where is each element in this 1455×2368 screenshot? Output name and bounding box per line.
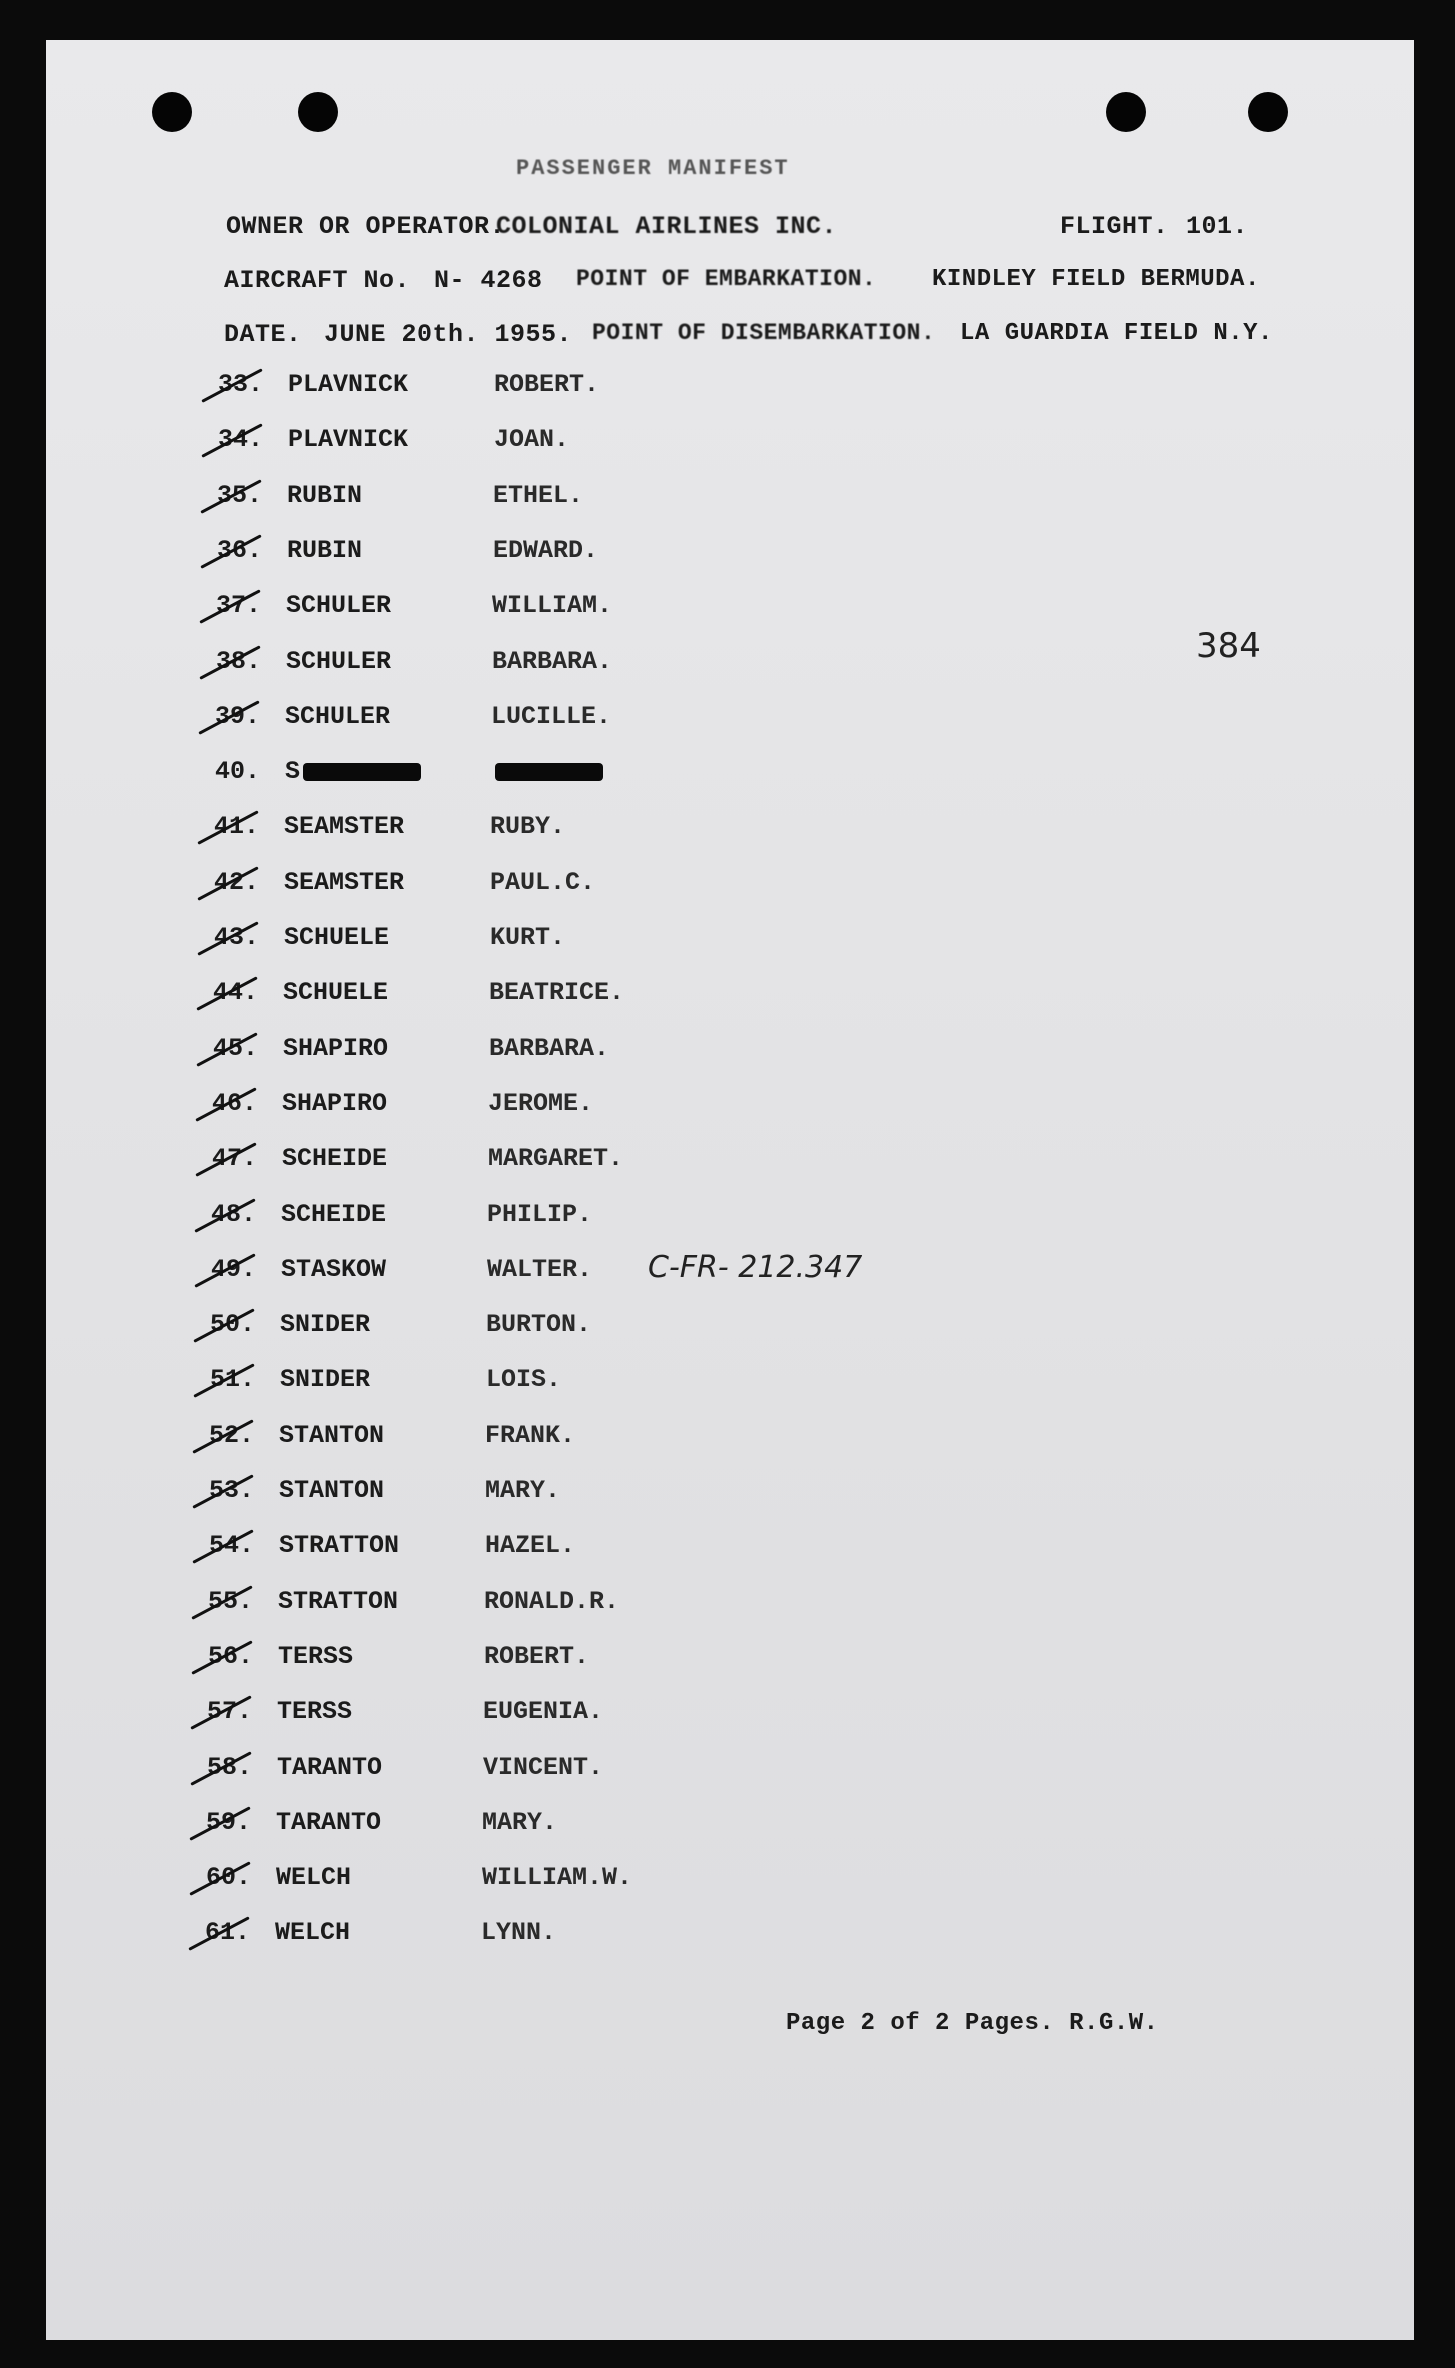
flight-value: 101. xyxy=(1186,212,1249,241)
passenger-last-name: S xyxy=(285,757,301,787)
passenger-last-name: SCHULER xyxy=(285,701,391,731)
passenger-number: 61. xyxy=(205,1918,251,1948)
passenger-last-name: SCHEIDE xyxy=(281,1199,387,1229)
passenger-first-name: FRANK. xyxy=(485,1420,576,1450)
document-title: PASSENGER MANIFEST xyxy=(516,156,790,181)
passenger-number: 54. xyxy=(209,1531,255,1561)
passenger-first-name: MARY. xyxy=(482,1807,558,1837)
passenger-row xyxy=(46,1089,946,1141)
punch-hole-2 xyxy=(298,92,338,132)
passenger-first-name: PHILIP. xyxy=(487,1199,593,1229)
passenger-row xyxy=(46,1200,946,1252)
redaction-mark xyxy=(303,763,421,781)
passenger-row xyxy=(46,868,946,920)
passenger-row xyxy=(46,647,946,699)
page-footer: Page 2 of 2 Pages. R.G.W. xyxy=(786,2010,1159,2037)
passenger-number: 40. xyxy=(215,757,261,787)
passenger-number: 55. xyxy=(208,1586,254,1616)
passenger-number: 37. xyxy=(216,591,262,621)
margin-page-number: 384 xyxy=(1196,626,1261,666)
passenger-first-name: ROBERT. xyxy=(494,370,600,399)
passenger-last-name: SEAMSTER xyxy=(284,812,405,842)
passenger-last-name: TARANTO xyxy=(277,1752,383,1782)
passenger-first-name: LYNN. xyxy=(481,1918,557,1948)
owner-label: OWNER OR OPERATOR. xyxy=(226,212,506,241)
passenger-row xyxy=(46,425,946,477)
passenger-number: 41. xyxy=(214,812,260,842)
passenger-number: 53. xyxy=(209,1476,255,1505)
passenger-first-name: HAZEL. xyxy=(485,1531,576,1561)
passenger-row xyxy=(46,1918,946,1970)
passenger-last-name: STRATTON xyxy=(279,1531,400,1561)
passenger-number: 36. xyxy=(217,535,263,565)
passenger-last-name: SCHULER xyxy=(286,646,392,676)
passenger-row xyxy=(46,591,946,643)
passenger-number: 52. xyxy=(209,1420,255,1450)
passenger-first-name: BEATRICE. xyxy=(489,978,625,1008)
passenger-first-name: MARGARET. xyxy=(488,1144,624,1174)
passenger-number: 47. xyxy=(212,1144,258,1174)
passenger-row xyxy=(46,1144,946,1196)
passenger-row xyxy=(46,978,946,1030)
passenger-row xyxy=(46,702,946,754)
passenger-first-name: ETHEL. xyxy=(493,480,584,510)
punch-hole-4 xyxy=(1248,92,1288,132)
passenger-last-name: SCHUELE xyxy=(284,923,390,952)
passenger-last-name: TERSS xyxy=(278,1641,354,1671)
punch-hole-1 xyxy=(152,92,192,132)
passenger-last-name: STASKOW xyxy=(281,1254,387,1284)
passenger-last-name: SNIDER xyxy=(280,1365,371,1395)
passenger-row xyxy=(46,1753,946,1805)
passenger-last-name: SNIDER xyxy=(280,1310,371,1340)
passenger-row xyxy=(46,1421,946,1473)
passenger-first-name: BARBARA. xyxy=(492,646,613,676)
passenger-first-name: RONALD.R. xyxy=(484,1586,620,1616)
passenger-row xyxy=(46,1697,946,1749)
redaction-mark xyxy=(495,763,603,781)
passenger-number: 34. xyxy=(218,425,264,455)
passenger-last-name: WELCH xyxy=(276,1863,352,1893)
passenger-row xyxy=(46,1808,946,1860)
passenger-row xyxy=(46,1587,946,1639)
passenger-row xyxy=(46,1034,946,1086)
passenger-last-name: TARANTO xyxy=(276,1807,382,1837)
passenger-last-name: SHAPIRO xyxy=(282,1088,388,1118)
passenger-number: 44. xyxy=(213,978,259,1008)
embark-label: POINT OF EMBARKATION. xyxy=(576,266,877,292)
passenger-first-name: JOAN. xyxy=(494,425,570,455)
passenger-first-name: RUBY. xyxy=(490,812,566,842)
passenger-last-name: STANTON xyxy=(279,1476,385,1505)
passenger-last-name: WELCH xyxy=(275,1918,351,1948)
passenger-number: 60. xyxy=(206,1863,252,1893)
passenger-number: 59. xyxy=(206,1807,252,1837)
punch-hole-3 xyxy=(1106,92,1146,132)
passenger-first-name: WILLIAM. xyxy=(492,591,613,621)
passenger-last-name: SCHEIDE xyxy=(282,1144,388,1174)
passenger-first-name: VINCENT. xyxy=(483,1752,604,1782)
passenger-last-name: RUBIN xyxy=(287,535,363,565)
passenger-number: 48. xyxy=(211,1199,257,1229)
passenger-last-name: PLAVNICK xyxy=(288,425,409,455)
manifest-page xyxy=(46,40,1414,2340)
passenger-first-name: LOIS. xyxy=(486,1365,562,1395)
passenger-number: 38. xyxy=(216,646,262,676)
passenger-first-name: PAUL.C. xyxy=(490,867,596,897)
passenger-number: 45. xyxy=(213,1033,259,1063)
passenger-row xyxy=(46,1531,946,1583)
passenger-first-name: WILLIAM.W. xyxy=(482,1863,633,1893)
date-label: DATE. xyxy=(224,320,302,349)
passenger-row xyxy=(46,1642,946,1694)
passenger-row xyxy=(46,812,946,864)
date-value: JUNE 20th. 1955. xyxy=(324,320,573,349)
passenger-first-name: MARY. xyxy=(485,1476,561,1505)
aircraft-value: N- 4268 xyxy=(434,266,543,295)
passenger-first-name: BURTON. xyxy=(486,1310,592,1340)
passenger-number: 49. xyxy=(211,1254,257,1284)
passenger-first-name: EDWARD. xyxy=(493,535,599,565)
passenger-number: 43. xyxy=(214,923,260,952)
passenger-number: 46. xyxy=(212,1088,258,1118)
passenger-number: 42. xyxy=(214,867,260,897)
flight-label: FLIGHT. xyxy=(1060,212,1169,241)
passenger-last-name: RUBIN xyxy=(287,480,363,510)
passenger-last-name: SCHULER xyxy=(286,591,392,621)
passenger-first-name: LUCILLE. xyxy=(491,701,612,731)
aircraft-label: AIRCRAFT No. xyxy=(224,266,411,295)
passenger-first-name: KURT. xyxy=(490,923,566,952)
disembark-value: LA GUARDIA FIELD N.Y. xyxy=(960,320,1273,347)
passenger-row xyxy=(46,1476,946,1528)
passenger-first-name: BARBARA. xyxy=(489,1033,610,1063)
passenger-first-name: WALTER. xyxy=(487,1254,593,1284)
passenger-row xyxy=(46,1365,946,1417)
owner-value: COLONIAL AIRLINES INC. xyxy=(496,212,838,241)
passenger-last-name: PLAVNICK xyxy=(288,370,409,399)
passenger-row xyxy=(46,1310,946,1362)
passenger-row xyxy=(46,536,946,588)
passenger-last-name: SEAMSTER xyxy=(284,867,405,897)
passenger-number: 57. xyxy=(207,1697,253,1727)
embark-value: KINDLEY FIELD BERMUDA. xyxy=(932,266,1260,293)
passenger-row xyxy=(46,1255,946,1307)
passenger-number: 58. xyxy=(207,1752,253,1782)
passenger-row xyxy=(46,1863,946,1915)
passenger-row xyxy=(46,481,946,533)
disembark-label: POINT OF DISEMBARKATION. xyxy=(592,320,936,346)
passenger-row xyxy=(46,757,946,809)
passenger-last-name: STANTON xyxy=(279,1420,385,1450)
passenger-last-name: SCHUELE xyxy=(283,978,389,1008)
passenger-last-name: TERSS xyxy=(277,1697,353,1727)
passenger-last-name: STRATTON xyxy=(278,1586,399,1616)
passenger-first-name: EUGENIA. xyxy=(483,1697,604,1727)
passenger-number: 56. xyxy=(208,1641,254,1671)
passenger-number: 39. xyxy=(215,701,261,731)
handwritten-annotation: C-FR- 212.347 xyxy=(648,1250,863,1285)
passenger-first-name: ROBERT. xyxy=(484,1641,590,1671)
passenger-row xyxy=(46,923,946,975)
passenger-number: 33. xyxy=(218,370,264,399)
passenger-number: 35. xyxy=(217,480,263,510)
passenger-last-name: SHAPIRO xyxy=(283,1033,389,1063)
passenger-number: 51. xyxy=(210,1365,256,1395)
passenger-first-name: JEROME. xyxy=(488,1088,594,1118)
passenger-number: 50. xyxy=(210,1310,256,1340)
passenger-row xyxy=(46,370,946,422)
